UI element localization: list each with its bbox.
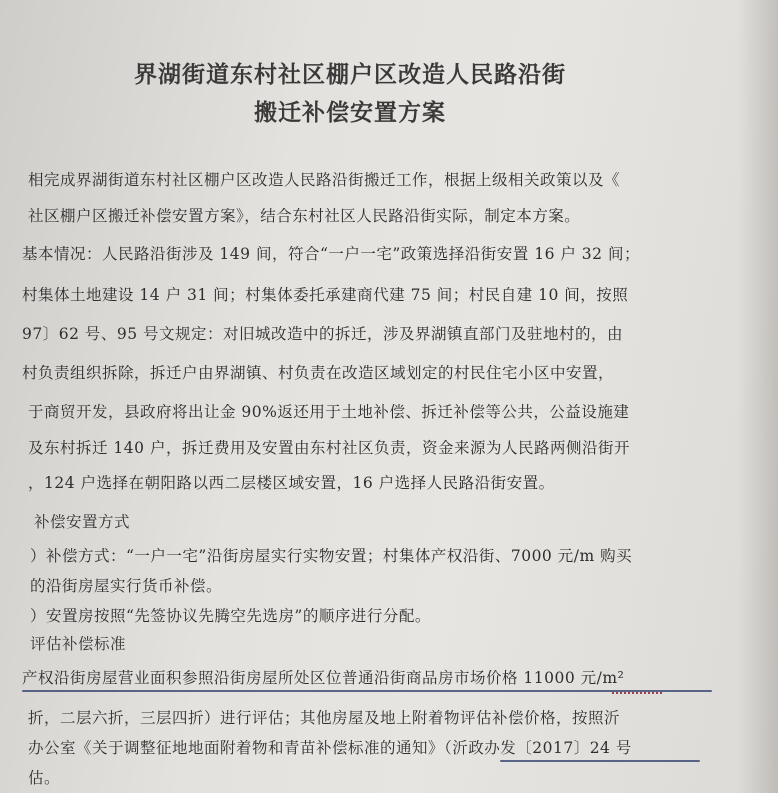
body-line-11: ）补偿方式：“一户一宅”沿街房屋实行实物安置；村集体产权沿街、7000 元/m 购买 bbox=[30, 547, 633, 565]
section-heading-assessment-standard: 评估补偿标准 bbox=[30, 635, 127, 653]
body-line-17: 办公室《关于调整征地地面附着物和青苗补偿标准的通知》（沂政办发〔2017〕24 号 bbox=[28, 739, 632, 757]
pen-underline-short bbox=[500, 760, 700, 762]
pen-underline bbox=[22, 690, 712, 692]
body-line-13: ）安置房按照“先签协议先腾空先选房”的顺序进行分配。 bbox=[30, 607, 431, 625]
document-title-line-1: 界湖街道东村社区棚户区改造人民路沿街 bbox=[134, 61, 566, 88]
red-wavy-mark bbox=[612, 686, 662, 694]
document-title-line-2: 搬迁补偿安置方案 bbox=[254, 99, 446, 126]
section-heading-compensation-method: 补偿安置方式 bbox=[34, 513, 131, 531]
body-line-1: 相完成界湖街道东村社区棚户区改造人民路沿街搬迁工作，根据上级相关政策以及《 bbox=[28, 171, 621, 189]
body-line-5: 97〕62 号、95 号文规定：对旧城改造中的拆迁，涉及界湖镇直部门及驻地村的，由 bbox=[22, 325, 624, 343]
body-line-3: 基本情况：人民路沿街涉及 149 间，符合“一户一宅”政策选择沿街安置 16 户 32 间； bbox=[22, 245, 640, 263]
body-line-9: ，124 户选择在朝阳路以西二层楼区域安置，16 户选择人民路沿街安置。 bbox=[28, 474, 555, 492]
body-line-4: 村集体土地建设 14 户 31 间；村集体委托承建商代建 75 间；村民自建 10 间，按照 bbox=[22, 286, 629, 304]
body-line-8: 及东村拆迁 140 户，拆迁费用及安置由东村社区负责，资金来源为人民路两侧沿街开 bbox=[28, 439, 630, 457]
body-line-15: 产权沿街房屋营业面积参照沿街房屋所处区位普通沿街商品房市场价格 11000 元/m² bbox=[22, 669, 625, 687]
page-shadow bbox=[738, 0, 778, 793]
body-line-2: 社区棚户区搬迁补偿安置方案》，结合东村社区人民路沿街实际，制定本方案。 bbox=[28, 207, 581, 225]
body-line-18: 估。 bbox=[28, 769, 61, 787]
body-line-6: 村负责组织拆除，拆迁户由界湖镇、村负责在改造区域划定的村民住宅小区中安置， bbox=[22, 364, 615, 382]
body-line-16: 折，二层六折，三层四折）进行评估；其他房屋及地上附着物评估补偿价格，按照沂 bbox=[28, 709, 621, 727]
body-line-12: 的沿街房屋实行货币补偿。 bbox=[30, 577, 223, 595]
body-line-7: 于商贸开发，县政府将出让金 90%返还用于土地补偿、拆迁补偿等公共，公益设施建 bbox=[28, 403, 630, 421]
